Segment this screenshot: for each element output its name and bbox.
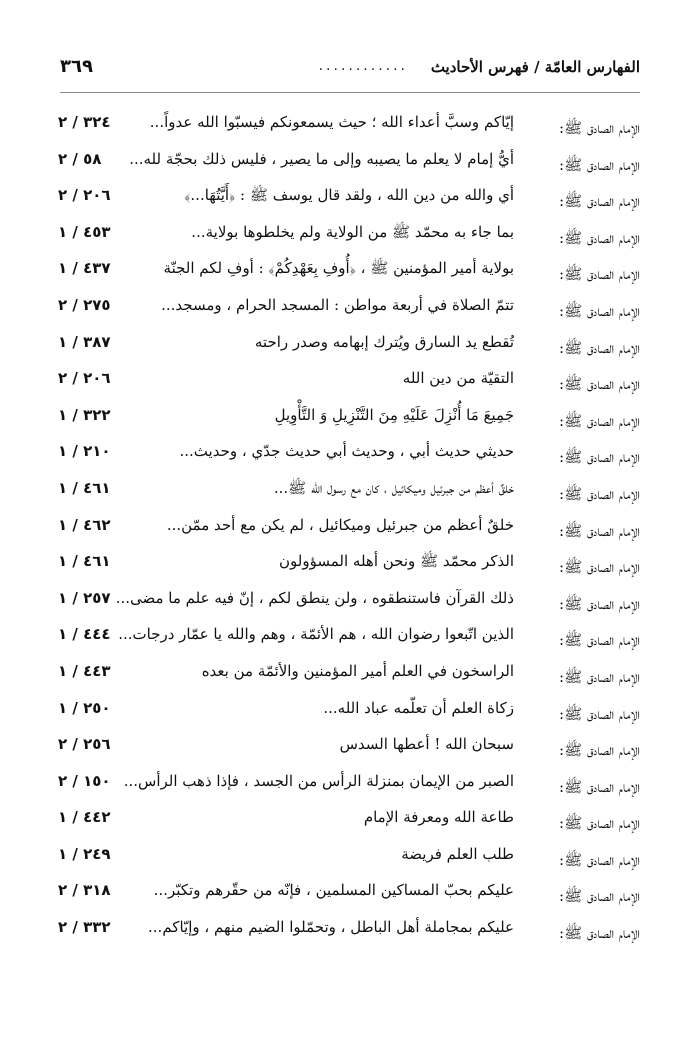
page-reference: ٢٥٧ / ١	[58, 588, 111, 607]
list-item	[58, 735, 640, 772]
header-rule	[60, 92, 640, 93]
list-item	[58, 113, 640, 150]
list-item	[58, 186, 640, 223]
speaker-label: الإمام الصادق ﷺ:	[559, 558, 640, 577]
hadith-text: طاعة الله ومعرفة الإمام	[363, 808, 514, 827]
list-item	[58, 296, 640, 333]
leader-dots: ............	[318, 58, 408, 74]
list-item	[58, 333, 640, 370]
page-reference: ٤٦٢ / ١	[58, 515, 111, 534]
speaker-label: الإمام الصادق ﷺ:	[559, 924, 640, 943]
hadith-text: عليكم بحبّ المساكين المسلمين ، فإنّه من حقّرهم وتكبّر...	[153, 881, 514, 900]
page-reference: ٤٤٢ / ١	[58, 808, 111, 827]
hadith-text: سبحان الله ! أعطها السدس	[339, 735, 514, 754]
list-item	[58, 699, 640, 736]
list-item	[58, 479, 640, 516]
hadith-text: عليكم بمجاملة أهل الباطل ، وتحمّلوا الضيم منهم ، وإيّاكم...	[148, 918, 514, 937]
hadith-text: ذلك القرآن فاستنطقوه ، ولن ينطق لكم ، إنّ فيه علم ما مضى...	[115, 588, 514, 607]
list-item	[58, 881, 640, 918]
running-title: الفهارس العامّة / فهرس الأحاديث	[430, 58, 640, 76]
list-item	[58, 516, 640, 553]
list-item	[58, 223, 640, 260]
hadith-text: أي والله من دين الله ، ولقد قال يوسف ﷺ : ﴿أَيَّتُهَا...﴾	[184, 186, 514, 205]
hadith-text: أيُّ إمام لا يعلم ما يصيبه وإلى ما يصير ، فليس ذلك بحجّة لله...	[129, 149, 514, 168]
list-item	[58, 442, 640, 479]
speaker-label: الإمام الصادق ﷺ:	[559, 814, 640, 833]
list-item	[58, 589, 640, 626]
hadith-text: خلقٌ أعظم من جبرئيل وميكائيل ، كان مع رسول الله ﷺ...	[273, 478, 514, 497]
list-item	[58, 808, 640, 845]
hadith-text: بما جاء به محمّد ﷺ من الولاية ولم يخلطوها بولاية...	[191, 222, 514, 241]
speaker-label: الإمام الصادق ﷺ:	[559, 338, 640, 357]
page-reference: ٣٢٤ / ٢	[58, 113, 111, 131]
speaker-label: الإمام الصادق ﷺ:	[559, 484, 640, 503]
speaker-label: الإمام الصادق ﷺ:	[559, 228, 640, 247]
speaker-label: الإمام الصادق ﷺ:	[559, 301, 640, 320]
page-header	[60, 58, 640, 88]
hadith-index-list	[58, 113, 640, 955]
list-item	[58, 150, 640, 187]
page-reference: ١٥٠ / ٢	[58, 771, 111, 790]
page-reference: ٢٧٥ / ٢	[58, 295, 111, 314]
hadith-text: طلب العلم فريضة	[401, 844, 514, 863]
hadith-text: الذين اتّبعوا رضوان الله ، هم الأئمّة ، وهم والله يا عمّار درجات...	[118, 625, 514, 644]
speaker-label: الإمام الصادق ﷺ:	[559, 887, 640, 906]
list-item	[58, 625, 640, 662]
hadith-text: تُقطع يد السارق ويُترك إبهامه وصدر راحته	[254, 332, 514, 351]
speaker-label: الإمام الصادق ﷺ:	[559, 265, 640, 284]
list-item	[58, 772, 640, 809]
speaker-label: الإمام الصادق ﷺ:	[559, 192, 640, 211]
list-item	[58, 259, 640, 296]
page-reference: ٣٣٢ / ٢	[58, 918, 111, 937]
page-reference: ٤٥٣ / ١	[58, 222, 111, 241]
page-reference: ٢٤٩ / ١	[58, 844, 111, 863]
page-reference: ٢٠٦ / ٢	[58, 369, 111, 388]
hadith-text: بولاية أمير المؤمنين ﷺ ، ﴿أُوفِ بِعَهْدِكُمْ﴾ : أوفِ لكم الجنّة	[163, 259, 514, 278]
page-reference: ٢٥٠ / ١	[58, 698, 111, 717]
page-reference: ٤٦١ / ١	[58, 552, 111, 571]
hadith-text: الصبر من الإيمان بمنزلة الرأس من الجسد ، فإذا ذهب الرأس...	[123, 771, 514, 790]
page-reference: ٢١٠ / ١	[58, 442, 111, 461]
list-item	[58, 918, 640, 955]
speaker-label: الإمام الصادق ﷺ:	[559, 704, 640, 723]
page-reference: ٤٣٧ / ١	[58, 259, 111, 278]
hadith-text: الراسخون في العلم أمير المؤمنين والأئمّة من بعده	[201, 661, 514, 680]
list-item	[58, 406, 640, 443]
speaker-label: الإمام الصادق ﷺ:	[559, 667, 640, 686]
hadith-text: حديثي حديث أبي ، وحديث أبي حديث جدّي ، وحديث...	[179, 442, 514, 461]
hadith-text: إيّاكم وسبَّ أعداء الله ؛ حيث يسمعونكم فيسبّوا الله عدواً...	[149, 113, 514, 131]
speaker-label: الإمام الصادق ﷺ:	[559, 119, 640, 137]
speaker-label: الإمام الصادق ﷺ:	[559, 594, 640, 613]
page-reference: ٢٥٦ / ٢	[58, 735, 111, 754]
page-reference: ٤٦١ / ١	[58, 478, 111, 497]
speaker-label: الإمام الصادق ﷺ:	[559, 521, 640, 540]
page-reference: ٤٤٣ / ١	[58, 661, 111, 680]
hadith-text: خلقٌ أعظم من جبرئيل وميكائيل ، لم يكن مع أحد ممّن...	[166, 515, 514, 534]
page-reference: ٣١٨ / ٢	[58, 881, 111, 900]
page-reference: ٣٨٧ / ١	[58, 332, 111, 351]
list-item	[58, 552, 640, 589]
page-reference: ٢٠٦ / ٢	[58, 186, 111, 205]
speaker-label: الإمام الصادق ﷺ:	[559, 448, 640, 467]
hadith-text: الذكر محمّد ﷺ ونحن أهله المسؤولون	[279, 552, 514, 571]
speaker-label: الإمام الصادق ﷺ:	[559, 411, 640, 430]
page-reference: ٤٤٤ / ١	[58, 625, 111, 644]
hadith-text: جَمِيعَ مَا أُنْزِلَ عَلَيْهِ مِنَ التَّنْزِيلِ وَ التَّأْوِيلِ	[274, 405, 514, 424]
hadith-text: تتمّ الصلاة في أربعة مواطن : المسجد الحرام ، ومسجد...	[161, 295, 514, 314]
speaker-label: الإمام الصادق ﷺ:	[559, 375, 640, 394]
hadith-text: زكاة العلم أن تعلّمه عباد الله...	[323, 698, 514, 717]
page-reference: ٣٢٢ / ١	[58, 405, 111, 424]
list-item	[58, 662, 640, 699]
page-number: ٣٦٩	[60, 56, 93, 77]
hadith-text: التقيّة من دين الله	[402, 369, 514, 388]
speaker-label: الإمام الصادق ﷺ:	[559, 850, 640, 869]
page-reference: ٥٨ / ٢	[58, 149, 102, 168]
list-item	[58, 845, 640, 882]
speaker-label: الإمام الصادق ﷺ:	[559, 631, 640, 650]
list-item	[58, 369, 640, 406]
speaker-label: الإمام الصادق ﷺ:	[559, 741, 640, 760]
speaker-label: الإمام الصادق ﷺ:	[559, 777, 640, 796]
speaker-label: الإمام الصادق ﷺ:	[559, 155, 640, 174]
